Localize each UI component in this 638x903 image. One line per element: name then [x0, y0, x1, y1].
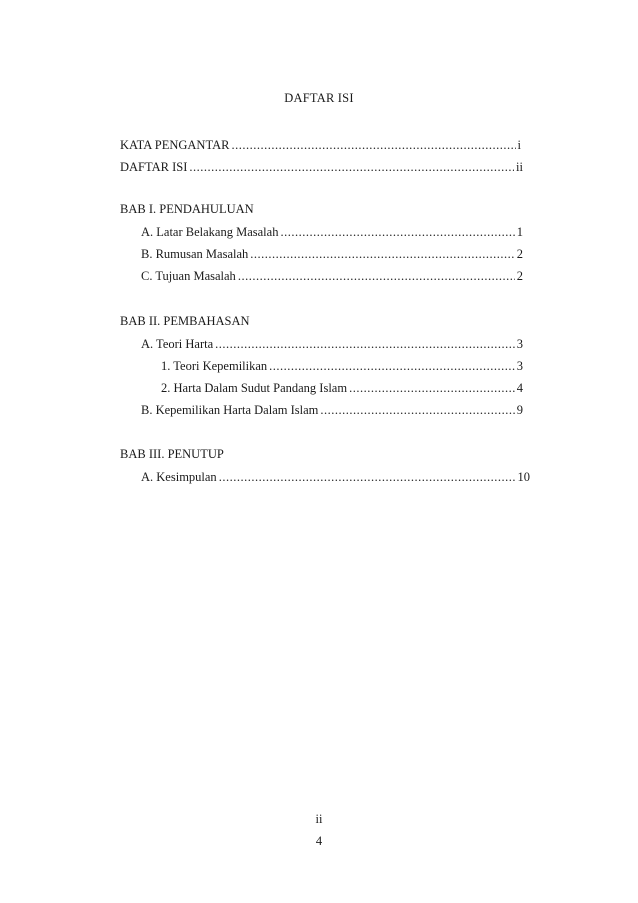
- toc-entry-page: 10: [517, 470, 530, 484]
- toc-entry-page: 3: [516, 359, 523, 373]
- leader-dots: [189, 158, 514, 176]
- leader-dots: [269, 357, 515, 375]
- toc-entry-rumusan-masalah[interactable]: [141, 245, 523, 263]
- toc-entry-label: A. Teori Harta: [141, 337, 214, 351]
- toc-entry-label: A. Latar Belakang Masalah: [141, 225, 279, 239]
- toc-entry-teori-kepemilikan[interactable]: [161, 357, 523, 375]
- toc-entry-teori-harta[interactable]: [141, 335, 523, 353]
- toc-entry-page: 1: [516, 225, 523, 239]
- toc-entry-label: 1. Teori Kepemilikan: [161, 359, 268, 373]
- chapter-heading-bab-2: BAB II. PEMBAHASAN: [120, 314, 250, 328]
- toc-entry-harta-sudut-pandang-islam[interactable]: [161, 379, 523, 397]
- toc-entry-tujuan-masalah[interactable]: [141, 267, 523, 285]
- chapter-heading-bab-1: BAB I. PENDAHULUAN: [120, 202, 254, 216]
- page-title: DAFTAR ISI: [284, 91, 354, 105]
- page-number-roman: ii: [315, 812, 323, 826]
- page-number: 4: [315, 834, 323, 848]
- toc-entry-label: A. Kesimpulan: [141, 470, 217, 484]
- toc-entry-page: 3: [516, 337, 523, 351]
- leader-dots: [349, 379, 515, 397]
- toc-entry-page: 2: [516, 247, 523, 261]
- leader-dots: [215, 335, 515, 353]
- chapter-heading-bab-3: BAB III. PENUTUP: [120, 447, 224, 461]
- toc-entry-kata-pengantar[interactable]: [120, 136, 521, 154]
- toc-entry-kepemilikan-harta-islam[interactable]: [141, 401, 523, 419]
- toc-entry-page: ii: [516, 160, 523, 174]
- leader-dots: [280, 223, 514, 241]
- toc-entry-page: 9: [516, 403, 523, 417]
- toc-entry-label: B. Rumusan Masalah: [141, 247, 249, 261]
- leader-dots: [231, 136, 515, 154]
- toc-entry-label: 2. Harta Dalam Sudut Pandang Islam: [161, 381, 348, 395]
- toc-entry-label: DAFTAR ISI: [120, 160, 188, 174]
- leader-dots: [238, 267, 515, 285]
- toc-entry-daftar-isi[interactable]: [120, 158, 523, 176]
- toc-entry-label: KATA PENGANTAR: [120, 138, 230, 152]
- leader-dots: [219, 468, 516, 486]
- leader-dots: [320, 401, 514, 419]
- toc-entry-label: C. Tujuan Masalah: [141, 269, 236, 283]
- leader-dots: [250, 245, 514, 263]
- toc-entry-page: i: [517, 138, 521, 152]
- toc-entry-kesimpulan[interactable]: [141, 468, 530, 486]
- toc-entry-page: 4: [516, 381, 523, 395]
- toc-entry-label: B. Kepemilikan Harta Dalam Islam: [141, 403, 319, 417]
- toc-entry-page: 2: [516, 269, 523, 283]
- toc-entry-latar-belakang[interactable]: [141, 223, 523, 241]
